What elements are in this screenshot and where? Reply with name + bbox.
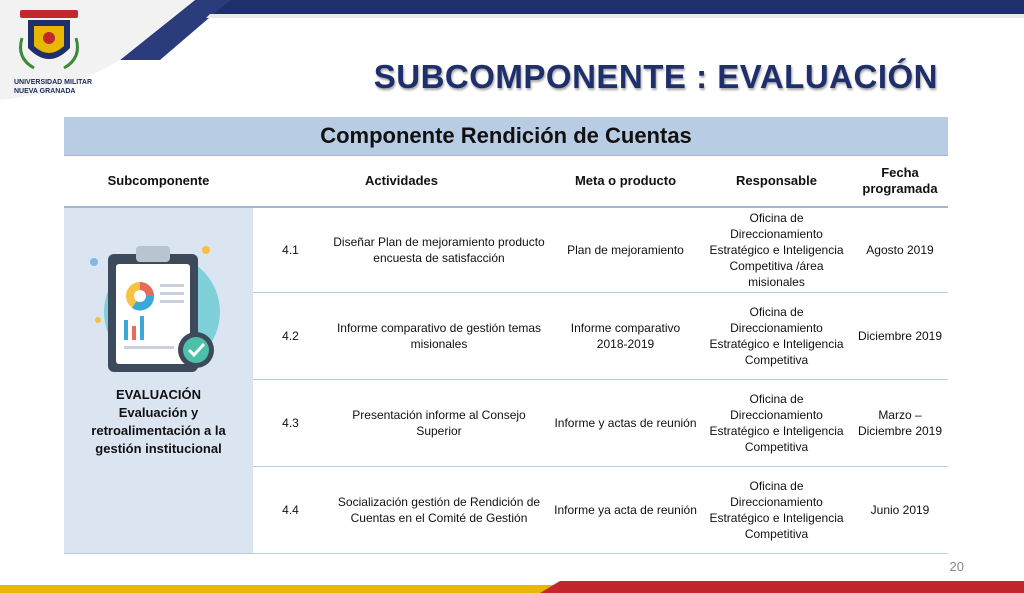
subcomponent-description: Evaluación y retroalimentación a la gestión institucional bbox=[91, 405, 226, 456]
column-header-responsible: Responsable bbox=[701, 156, 852, 208]
page-number: 20 bbox=[949, 559, 964, 574]
goal-product: Informe ya acta de reunión bbox=[550, 467, 701, 554]
responsible: Oficina de Direccionamiento Estratégico e Inteligencia Competitiva bbox=[701, 380, 852, 467]
goal-product: Plan de mejoramiento bbox=[550, 207, 701, 293]
activities-table bbox=[64, 117, 948, 554]
activity-description: Presentación informe al Consejo Superior bbox=[328, 380, 550, 467]
subcomponent-title: EVALUACIÓN bbox=[116, 387, 201, 402]
page-title: SUBCOMPONENTE : EVALUACIÓN bbox=[373, 58, 938, 95]
goal-product: Informe y actas de reunión bbox=[550, 380, 701, 467]
crest-icon bbox=[14, 8, 84, 74]
footer-decoration bbox=[0, 581, 1024, 593]
scheduled-date: Junio 2019 bbox=[852, 467, 948, 554]
activity-description: Socialización gestión de Rendición de Cuentas en el Comité de Gestión bbox=[328, 467, 550, 554]
column-header-activities: Actividades bbox=[253, 156, 550, 208]
activity-number: 4.1 bbox=[253, 207, 328, 293]
scheduled-date: Diciembre 2019 bbox=[852, 293, 948, 380]
activity-number: 4.3 bbox=[253, 380, 328, 467]
activity-number: 4.4 bbox=[253, 467, 328, 554]
table-caption: Componente Rendición de Cuentas bbox=[64, 117, 948, 156]
responsible: Oficina de Direccionamiento Estratégico e Inteligencia Competitiva /área misionales bbox=[701, 207, 852, 293]
scheduled-date: Marzo – Diciembre 2019 bbox=[852, 380, 948, 467]
responsible: Oficina de Direccionamiento Estratégico e Inteligencia Competitiva bbox=[701, 293, 852, 380]
table-row bbox=[64, 207, 948, 293]
goal-product: Informe comparativo 2018-2019 bbox=[550, 293, 701, 380]
university-name: UNIVERSIDAD MILITAR NUEVA GRANADA bbox=[14, 79, 93, 95]
column-header-date: Fecha programada bbox=[852, 156, 948, 208]
scheduled-date: Agosto 2019 bbox=[852, 207, 948, 293]
responsible: Oficina de Direccionamiento Estratégico e Inteligencia Competitiva bbox=[701, 467, 852, 554]
clipboard-checklist-icon bbox=[84, 232, 234, 382]
subcomponent-cell bbox=[64, 207, 253, 554]
activity-number: 4.2 bbox=[253, 293, 328, 380]
university-logo bbox=[14, 8, 93, 98]
column-header-goal: Meta o producto bbox=[550, 156, 701, 208]
activity-description: Diseñar Plan de mejoramiento producto encuesta de satisfacción bbox=[328, 207, 550, 293]
activity-description: Informe comparativo de gestión temas misionales bbox=[328, 293, 550, 380]
column-header-subcomponent: Subcomponente bbox=[64, 156, 253, 208]
